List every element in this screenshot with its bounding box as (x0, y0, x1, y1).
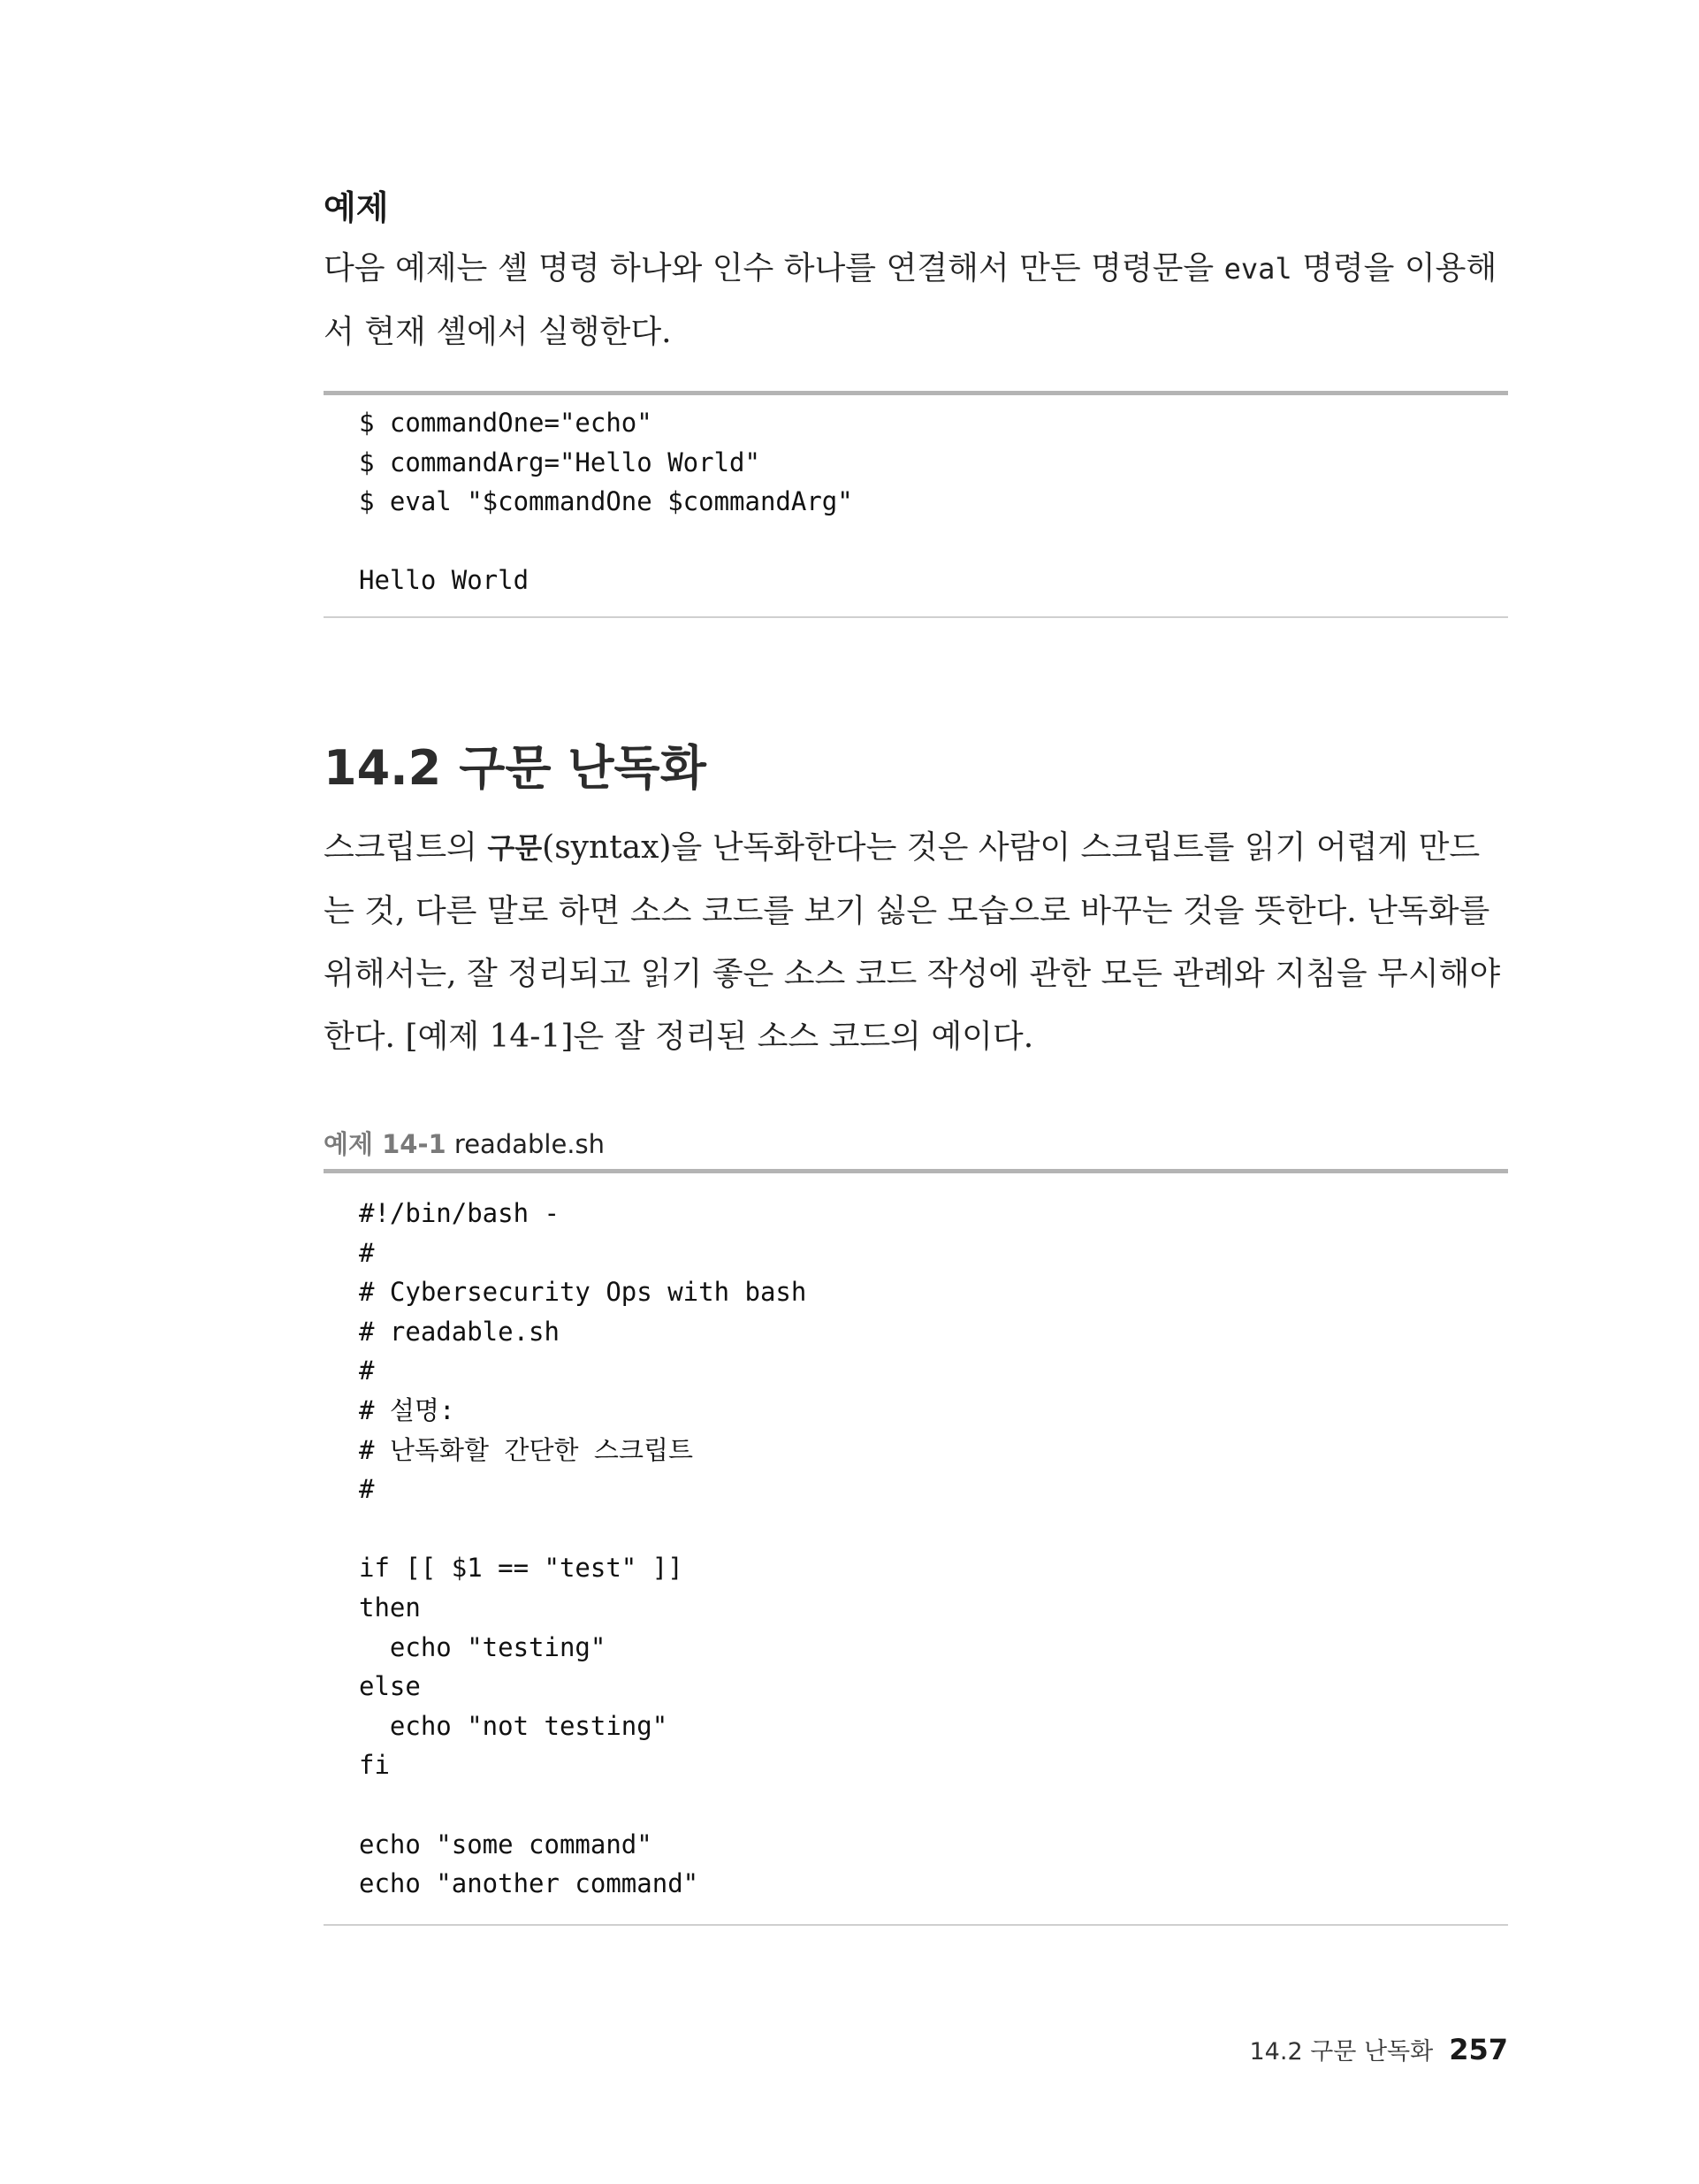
code-line: $ commandOne="echo" (359, 408, 652, 438)
code-line: # (359, 1355, 375, 1386)
code-line: then (359, 1592, 421, 1623)
code-line: # readable.sh (359, 1316, 560, 1347)
code-block-1 (359, 403, 853, 600)
intro-text-before: 다음 예제는 셸 명령 하나와 인수 하나를 연결해서 만든 명령문을 (324, 250, 1224, 286)
listing-label: 예제 14-1 (324, 1129, 446, 1159)
section-title (324, 730, 706, 798)
code-blank-line (359, 522, 853, 561)
section-number: 14.2 (324, 740, 442, 796)
code-line: # 설명: (359, 1394, 455, 1425)
intro-text-after: 명령을 이용해서 현재 셸에서 실행한다. (324, 250, 1497, 350)
listing-bottom-rule (324, 1924, 1508, 1926)
code-blank-line (359, 1509, 806, 1549)
example-heading: 예제 (324, 188, 389, 227)
code-block-1-bottom-rule (324, 616, 1508, 618)
code-line: $ eval "$commandOne $commandArg" (359, 486, 853, 517)
section-text-after: (syntax)을 난독화한다는 것은 사람이 스크립트를 읽기 어렵게 만드는 것, 다른 말로 하면 소스 코드를 보기 싫은 모습으로 바꾸는 것을 뜻한다. 난독화를 위해서는, 잘 정리되고 읽기 좋은 소스 코드 작성에 관한 모든 관례와 지침을 무시해야 한다. [예제 14-1]은 잘 정리된 소스 코드의 예이다. (324, 829, 1501, 1055)
section-keyword: 구문 (487, 831, 543, 865)
listing-caption (324, 1125, 605, 1161)
code-line: $ commandArg="Hello World" (359, 447, 760, 477)
page-footer (1246, 2032, 1508, 2066)
section-paragraph (324, 816, 1508, 1068)
code-line: echo "not testing" (359, 1710, 668, 1741)
page-number: 257 (1449, 2033, 1508, 2066)
footer-section-title: 14.2 구문 난독화 (1249, 2038, 1434, 2066)
code-output-line: Hello World (359, 565, 530, 596)
section-title-text: 구문 난독화 (459, 740, 706, 796)
code-blank-line (359, 1785, 806, 1825)
section-text-before: 스크립트의 (324, 829, 488, 866)
code-line: if [[ $1 == "test" ]] (359, 1553, 683, 1584)
listing-top-rule (324, 1169, 1508, 1173)
code-line: # (359, 1474, 375, 1505)
code-line: echo "testing" (359, 1631, 606, 1662)
code-line: else (359, 1671, 421, 1702)
inline-code-eval: eval (1223, 252, 1292, 286)
code-line: # 난독화할 간단한 스크립트 (359, 1434, 693, 1465)
code-line: #!/bin/bash - (359, 1198, 560, 1228)
listing-filename: readable.sh (453, 1129, 606, 1159)
code-line: echo "some command" (359, 1829, 652, 1859)
listing-code-block (359, 1194, 806, 1904)
code-block-1-top-rule (324, 391, 1508, 395)
intro-paragraph (324, 237, 1508, 363)
code-line: fi (359, 1750, 390, 1781)
code-line: echo "another command" (359, 1868, 699, 1899)
code-line: # Cybersecurity Ops with bash (359, 1277, 807, 1308)
code-line: # (359, 1237, 375, 1268)
